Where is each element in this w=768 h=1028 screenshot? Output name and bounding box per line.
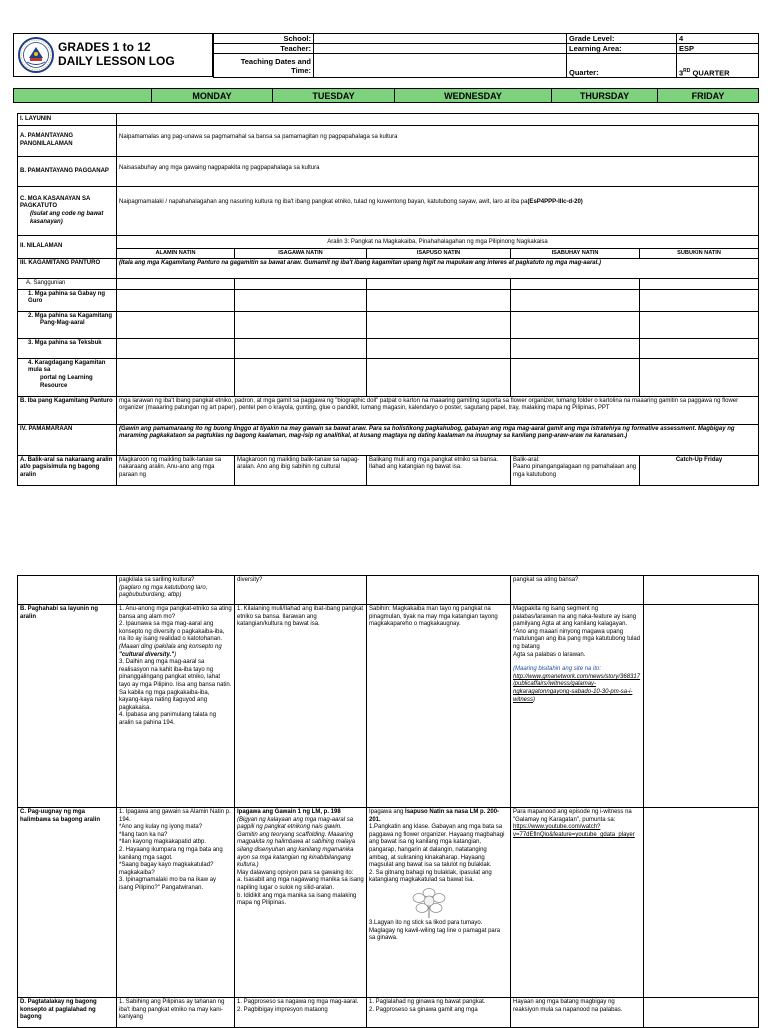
kagamitang-mag-aaral-line1: 2. Mga pahina sa Kagamitang xyxy=(28,312,113,319)
kasanayan-text: Naipagmamalaki / napahahalagahan ang nasuring kultura ng iba't ibang pangkat etniko, tulad ng kuwentong bayan, katutubong sayaw, awit, laro at iba pa xyxy=(119,199,528,205)
quarter-word: QUARTER xyxy=(690,68,730,77)
kagamitang-mag-aaral-line2: Pang-Mag-aaral xyxy=(40,320,85,327)
kasanayan-code: (EsP4PPP-IIIc-d-20) xyxy=(527,199,583,205)
paghahabi-mon-2: 2. Ipaunawa sa mga mag-aaral ang konsepto ng diversity o pagkakaiba-iba, na ito ay isang realidad o katotohanan. xyxy=(119,621,225,643)
empty-cell xyxy=(235,289,367,311)
paghahabi-mon-3 xyxy=(119,644,232,659)
paghahabi-thu-1: Magpakita ng isang segment ng palabas/larawan na ang naka-feature ay isang pamilyang Agta at ang kanilang kalagayan. xyxy=(513,606,637,628)
balik-aral-wednesday: Balikang muli ang mga pangkat etniko sa bansa. Ilahad ang katangian ng bawat isa. xyxy=(367,455,511,485)
paghahabi-thu-2: *Ano ang maaari ninyong magawa upang matulungan ang iba pang mga katutubong tulad ng batang xyxy=(513,628,641,650)
empty-cell xyxy=(367,289,511,311)
deped-seal-icon xyxy=(18,37,54,73)
empty-cell xyxy=(644,998,759,1028)
empty-cell xyxy=(117,358,235,396)
pag-uugnay-wed-4: 3.Lagyan ito ng stick sa likod para tumayo. Maglagay ng kawil-wiling tag line o pamagat para sa ginawa. xyxy=(369,919,501,942)
paghahabi-thu-4: (Maaring bisitahin ang site na ito: xyxy=(513,666,602,673)
pag-uugnay-tuesday xyxy=(235,808,367,998)
pag-uugnay-tue-1: Ipagawa ang Gawain 1 ng LM, p. 198 xyxy=(237,809,341,815)
subhead-alamin: ALAMIN NATIN xyxy=(117,248,235,259)
quarter-number: 3 xyxy=(679,68,684,77)
balik-thu-line1: Balik-aral: xyxy=(513,456,540,463)
label-teksbuk: 3. Mga pahina sa Teksbuk xyxy=(18,338,117,358)
pag-uugnay-thursday xyxy=(511,808,644,998)
table-row xyxy=(18,126,759,157)
title-line-2: DAILY LESSON LOG xyxy=(58,54,175,68)
pag-uugnay-tue-2: (Bigyan ng kalayaan ang mga mag-aaral sa pagpili ng pangkat etnikong nais gawin. Gamitin ang teoryang scaffolding. Maaaring magpakita ng halimbawa at sabihing malaya silang disenyuhan ang kanilang mgamanika ayon sa mga katangian ng kinabibilangang kultura.) xyxy=(237,816,356,869)
label-sanggunian: A. Sanggunian xyxy=(18,279,117,290)
pagtatalakay-thursday: Hayaan ang mga batang magbigay ng reaksiyon mula sa napanood na palabas. xyxy=(511,998,644,1028)
empty-cell xyxy=(640,311,759,338)
empty-cell xyxy=(640,358,759,396)
balik-aral-monday: Magkaroon ng maikling balik-tanaw sa nakaraang aralin. Anu-ano ang mga paraan ng xyxy=(117,455,235,485)
days-header-row xyxy=(13,88,759,103)
text-pamantayang-pagganap: Naisasabuhay ang mga gawaing nagpapakita ng pagpapahalaga sa kultura xyxy=(117,157,759,187)
empty-cell xyxy=(235,279,367,290)
karagdagang-line1: 4. Karagdagang Kagamitan mula sa xyxy=(28,359,106,374)
table-row xyxy=(18,808,759,998)
page-title xyxy=(58,40,175,68)
day-thursday: THURSDAY xyxy=(552,89,658,103)
table-row xyxy=(18,279,759,290)
table-row xyxy=(18,248,759,259)
learning-area-label: Learning Area: xyxy=(567,44,677,54)
empty-cell xyxy=(235,311,367,338)
pag-uugnay-wed-3: 2. Sa gitnang bahagi ng bulaklak, ipasulat ang katangiang magkakatulad sa bawat isa. xyxy=(369,869,492,884)
kagamitang-note: (Itala ang mga Kagamitang Panturo na gagamitin sa bawat araw. Gumamit ng iba't ibang kagamitan upang higit na mapukaw ang interes at pagkatuto ng mga mag-aaral.) xyxy=(117,259,759,279)
pag-uugnay-wed-1 xyxy=(369,809,508,824)
paghahabi-thu-5: ) xyxy=(533,696,536,703)
teaching-dates-label-line2: Time: xyxy=(291,65,311,75)
table-row xyxy=(18,455,759,485)
teacher-label: Teacher: xyxy=(214,44,314,54)
table-row xyxy=(18,424,759,455)
paghahabi-mon-1: 1. Anu-anong mga pangkat-etniko sa ating bansa ang alam mo? xyxy=(119,606,232,620)
text-kasanayan xyxy=(117,187,759,236)
label-pag-uugnay: C. Pag-uugnay ng mga halimbawa sa bagong aralin xyxy=(18,808,117,998)
quarter-label: Quarter: xyxy=(567,54,677,78)
empty-cell xyxy=(117,311,235,338)
table-row xyxy=(18,289,759,311)
pag-uugnay-mon-4: *Ilan kayong magkakapatid atbp. xyxy=(119,839,207,846)
balik-aral-friday: Catch-Up Friday xyxy=(640,455,759,485)
pag-uugnay-thu-1: Para mapanood ang episode ng i-witness na "Galamay ng Karagatan", pumunta sa: xyxy=(513,809,632,823)
learning-area-value[interactable]: ESP xyxy=(677,44,759,54)
paghahabi-wednesday: Sabihin: Magkakaiba man tayo ng pangkat na pinagmulan, tiyak na may mga katangian tayong magkakapareho o magkakaugnay. xyxy=(367,605,511,808)
text-pamantayang-pangnilalaman: Naipamamalas ang pag-unawa sa pagmamahal sa bansa sa pamamagitan ng pagpapahalaga sa kultura xyxy=(117,126,759,157)
school-field[interactable] xyxy=(314,34,567,44)
label-gabay-ng-guro: 1. Mga pahina sa Gabay ng Guro xyxy=(18,289,117,311)
lesson-log-table-page2 xyxy=(17,575,759,1028)
subhead-isabuhay: ISABUHAY NATIN xyxy=(511,248,640,259)
cont-mon-line1: pagkilala sa sariling kultura? xyxy=(119,577,195,583)
pamamaraan-note: (Gawin ang pamamaraang ito ng buong linggo at tiyakin na may gawain sa bawat araw. Para sa holistikong pagkahubog, gabayan ang mga mag-aaral gamit ang mga istratehiya ng formative assessment. Magbigay ng maraming pagkakataon sa pagtuklas ng bagong kaalaman, mag-isip ng analitikal, at kusang magtaya ng dating kaalaman na inuugnay sa kanilang pang-araw-araw na karanasan.) xyxy=(117,424,759,455)
table-row xyxy=(18,114,759,126)
table-row xyxy=(18,998,759,1028)
label-paghahabi: B. Paghahabi sa layunin ng aralin xyxy=(18,605,117,808)
cont-tuesday: diversity? xyxy=(235,576,367,605)
empty-cell xyxy=(644,576,759,605)
table-row xyxy=(18,396,759,424)
subhead-isagawa: ISAGAWA NATIN xyxy=(235,248,367,259)
pag-uugnay-tue-4: a. Isasabit ang mga nagawang manika sa isang napiling lugar o sulok ng silid-aralan. xyxy=(237,877,364,891)
table-row xyxy=(18,259,759,279)
empty-cell xyxy=(644,808,759,998)
empty-cell xyxy=(511,338,640,358)
label-kagamitang-mag-aaral xyxy=(18,311,117,338)
subhead-isapuso: ISAPUSO NATIN xyxy=(367,248,511,259)
section-layunin: I. LAYUNIN xyxy=(18,114,117,126)
empty-cell xyxy=(367,311,511,338)
empty-cell xyxy=(511,279,640,290)
balik-aral-tuesday: Magkaroon ng maikling balik-tanaw sa napag-aralan. Ano ang ibig sabihin ng cultural xyxy=(235,455,367,485)
empty-cell xyxy=(640,289,759,311)
kasanayan-note: (Isulat ang code ng bawat kasanayan) xyxy=(30,211,104,225)
paghahabi-thursday xyxy=(511,605,644,808)
table-row xyxy=(18,605,759,808)
empty-cell xyxy=(117,289,235,311)
grade-level-label: Grade Level: xyxy=(567,34,677,44)
balik-aral-thursday xyxy=(511,455,640,485)
label-pamamaraan: IV. PAMAMARAAN xyxy=(18,424,117,455)
label-karagdagang-kagamitan xyxy=(18,358,117,396)
empty-cell xyxy=(640,279,759,290)
table-row xyxy=(18,187,759,236)
grade-level-value[interactable]: 4 xyxy=(677,34,759,44)
label-iba-pang-kagamitan: B. Iba pang Kagamitang Panturo xyxy=(18,396,117,424)
paghahabi-thu-3: Agta sa palabas o larawan. xyxy=(513,651,586,658)
empty-cell xyxy=(367,338,511,358)
paghahabi-mon-4: 3. Dalhin ang mga mag-aaral sa realisasyon na kahit iba-iba tayo ng pinanggalingang pangkat etniko, lahat tayo ay mga Pilipino. Iisa ang bansa natin. Sa kabila ng mga pagkakaiba-iba, kayang-kaya nating itaguyod ang pagkakaisa. xyxy=(119,659,232,711)
paghahabi-monday xyxy=(117,605,235,808)
day-wednesday: WEDNESDAY xyxy=(395,89,552,103)
pag-uugnay-wednesday xyxy=(367,808,511,998)
empty-cell xyxy=(235,338,367,358)
empty-cell xyxy=(18,576,117,605)
cont-mon-line2: (paglaro ng mga katutubong laro, pagbububurdang, atbp) xyxy=(119,584,208,599)
table-row xyxy=(18,311,759,338)
table-row xyxy=(18,157,759,187)
teaching-dates-label-line1: Teaching Dates and xyxy=(240,56,311,66)
label-balik-aral: A. Balik-aral sa nakaraang aralin at/o pagsisimula ng bagong aralin xyxy=(18,455,117,485)
table-row xyxy=(18,358,759,396)
paghahabi-mon-3a: (Maaari ding ipakilala ang konsepto ng xyxy=(119,643,222,650)
karagdagang-line2: portal ng Learning Resource xyxy=(40,374,93,389)
pag-uugnay-mon-3: *Ilang taon ka na? xyxy=(119,831,168,838)
pag-uugnay-mon-1: 1. Ipagawa ang gawain sa Alamin Natin p. 194. xyxy=(119,809,231,823)
teaching-dates-label xyxy=(214,54,314,78)
empty-cell xyxy=(511,358,640,396)
balik-thu-line2: Paano pinangangalagaan ng pamahalaan ang mga katutubong xyxy=(513,464,637,478)
iwitness-link[interactable]: http://www.gmanetwork.com/news/story/368317/publicaffairs/iwitness/galamay-ngkaragatonngayong-sabado-10-30-pm-sa-i-witness xyxy=(513,673,641,703)
label-pagtatalakay: D. Pagtatalakay ng bagong konsepto at paglalahad ng bagong xyxy=(18,998,117,1028)
empty-cell xyxy=(235,358,367,396)
empty-cell xyxy=(117,279,235,290)
paghahabi-thu-link-line xyxy=(513,674,641,704)
pagtatalakay-monday: 1. Sabihing ang Pilipinas ay tahanan ng iba't ibang pangkat etniko na may kani-kaniyang xyxy=(117,998,235,1028)
empty-cell xyxy=(367,279,511,290)
quarter-suffix: RD xyxy=(683,67,691,74)
pag-uugnay-mon-6: *Saang bagay kayo magkakatulad? magkakaiba? xyxy=(119,862,214,876)
header-logo-box xyxy=(13,33,213,77)
label-kasanayan xyxy=(18,187,117,236)
text-iba-pang-kagamitan: mga larawan ng iba't ibang pangkat etniko, padron, at mga gamit sa paggawa ng "biographic doll" patpat o karton na maaaring gamiting suporta sa flower organizer, lumang folder o kartolina na maaaring gamitin sa paggawa ng flower organizer (maaaring patungan ng art paper), pentel pen o krayola, gunting, glue o pandikit, lumang magasin, kalendaryo o poster, sagutang papel, tray, malaking mapa ng Pilipinas, PPT xyxy=(117,396,759,424)
lesson-log-table-page1 xyxy=(17,113,759,486)
day-tuesday: TUESDAY xyxy=(273,89,395,103)
pag-uugnay-tue-5: b. Ididikit ang mga manika sa isang malaking mapa ng Pilipinas. xyxy=(237,892,357,907)
paghahabi-mon-3b: "cultural diversity." xyxy=(119,651,175,658)
label-pamantayang-pangnilalaman: A. PAMANTAYANG PANGNILALAMAN xyxy=(18,126,117,157)
pag-uugnay-monday xyxy=(117,808,235,998)
days-corner-cell xyxy=(14,89,152,103)
teaching-dates-field[interactable] xyxy=(314,54,567,78)
label-kagamitang-panturo: III. KAGAMITANG PANTURO xyxy=(18,259,117,279)
pag-uugnay-mon-2: *Ano ang kulay ng iyong mata? xyxy=(119,824,203,831)
pag-uugnay-wed-2: 1.Pangkatin ang klase. Gabayan ang mga bata sa paggawa ng flower organizer. Hayaang magbahagi ang bawat isa ng kanilang mga katangian, pangarap, hangarin at dalangin, natatanging ambag, at suliraning kinakaharap. Hayaang magsulat ang bawat isa sa talulot ng bulaklak. xyxy=(369,824,505,869)
quarter-value[interactable] xyxy=(677,54,759,78)
title-line-1: GRADES 1 to 12 xyxy=(58,40,151,54)
pag-uugnay-wed-1b: Isapuso Natin sa nasa LM p. 200-201. xyxy=(369,809,500,823)
cont-monday xyxy=(117,576,235,605)
day-monday: MONDAY xyxy=(152,89,273,103)
pagtatalakay-tuesday: 1. Pagproseso sa nagawa ng mga mag-aaral. 2. Pagbibigay impresyon mataong xyxy=(235,998,367,1028)
empty-cell xyxy=(511,311,640,338)
flower-organizer-icon xyxy=(405,888,453,918)
table-row xyxy=(18,576,759,605)
aralin-title: Aralin 3: Pangkat na Magkakaiba, Pinahahalagahan ng mga Pilipinong Nagkakaisa xyxy=(117,236,759,249)
pag-uugnay-mon-7: 3. Ipinagmamalaki mo ba na ikaw ay isang Pilipino?" Pangatwiranan. xyxy=(119,877,217,891)
empty-cell xyxy=(367,358,511,396)
youtube-link[interactable]: https://www.youtube.com/watch?v=77dEflnQlo&feature=youtube_gdata_player xyxy=(513,824,635,838)
table-row xyxy=(18,236,759,249)
school-label: School: xyxy=(214,34,314,44)
paghahabi-mon-5: 4. Ipabasa ang panimulang talata ng aralin sa pahina 194. xyxy=(119,712,217,726)
header-info-table xyxy=(213,33,759,78)
empty-cell xyxy=(644,605,759,808)
empty-cell xyxy=(367,576,511,605)
empty-cell xyxy=(511,289,640,311)
pag-uugnay-mon-5: 2. Hayaang ikumpara ng mga bata ang kanilang mga sagot. xyxy=(119,846,223,861)
kasanayan-label-text: C. MGA KASANAYAN SA PAGKATUTO xyxy=(20,195,91,210)
empty-cell xyxy=(640,338,759,358)
label-pamantayang-pagganap: B. PAMANTAYANG PAGGANAP xyxy=(18,157,117,187)
paghahabi-tuesday: 1. Kilalaning muli/Ilahad ang ibat-ibang pangkat etniko sa bansa. Ilarawan ang katangian/kultura ng bawat isa. xyxy=(235,605,367,808)
subhead-subukin: SUBUKIN NATIN xyxy=(640,248,759,259)
empty-cell xyxy=(117,338,235,358)
day-friday: FRIDAY xyxy=(658,89,759,103)
table-row xyxy=(18,338,759,358)
cont-thursday: pangkat sa ating bansa? xyxy=(511,576,644,605)
pagtatalakay-wednesday: 1. Paglalahad ng ginawa ng bawat pangkat. 2. Pagproseso sa ginawa gamit ang mga xyxy=(367,998,511,1028)
teacher-field[interactable] xyxy=(314,44,567,54)
pag-uugnay-tue-3: May dalawang opsiyon para sa gawaing ito: xyxy=(237,869,354,876)
pag-uugnay-wed-1a: Ipagawa ang xyxy=(369,809,406,815)
empty-cell xyxy=(117,114,759,126)
paghahabi-mon-3c: ) xyxy=(174,651,177,658)
label-nilalaman: II. NILALAMAN xyxy=(18,236,117,259)
